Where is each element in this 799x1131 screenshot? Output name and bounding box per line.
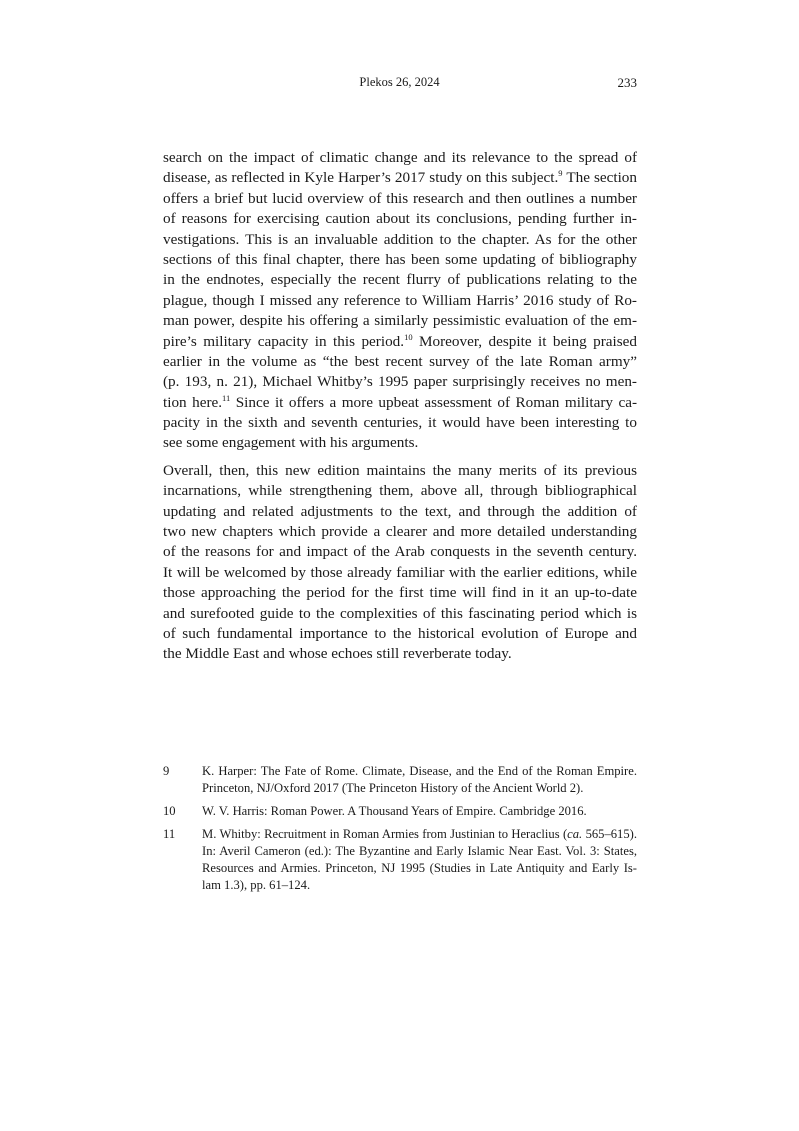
line-text: vestigations. This is an invaluable addition to the chapter. As for the other	[163, 230, 637, 248]
line-text: in the endnotes, especially the recent flurry of publications relating to the	[163, 271, 637, 289]
footnote	[163, 826, 637, 894]
line-text: incarnations, while strengthening them, above all, through bibliographical	[163, 482, 637, 500]
line-text: In: Averil Cameron (ed.): The Byzantine and Early Islamic Near East. Vol. 3: States,	[202, 844, 637, 858]
line-text: see some engagement with his arguments.	[163, 434, 419, 452]
text-line	[163, 624, 637, 644]
footnote-reference: 10	[404, 331, 413, 342]
line-text: sections of this final chapter, there has been some updating of bibliography	[163, 250, 637, 268]
text-line	[163, 372, 637, 392]
line-text: updating and related adjustments to the text, and through the addition of	[163, 502, 637, 520]
text-line	[163, 311, 637, 331]
text-line	[163, 433, 637, 453]
line-text: the Middle East and whose echoes still reverberate today.	[163, 645, 512, 663]
line-text: K. Harper: The Fate of Rome. Climate, Disease, and the End of the Roman Empire.	[202, 764, 637, 778]
line-text: pacity in the sixth and seventh centuries, it would have been interesting to	[163, 414, 637, 432]
text-line	[202, 843, 637, 860]
paragraph	[163, 148, 637, 454]
text-line	[163, 481, 637, 501]
footnote-reference: 11	[222, 392, 231, 403]
paragraph	[163, 461, 637, 665]
text-line	[163, 413, 637, 433]
footnotes	[163, 763, 637, 900]
line-text: Since it offers a more upbeat assessment of Roman military ca-	[230, 393, 637, 411]
line-text: Moreover, despite it being praised	[412, 332, 637, 350]
line-text: earlier in the volume as “the best recent survey of the late Roman army”	[163, 352, 637, 370]
text-line	[202, 860, 637, 877]
footnote-number: 11	[163, 827, 176, 841]
line-text: man power, despite his offering a similarly pessimistic evaluation of the em-	[163, 312, 637, 330]
text-line	[163, 542, 637, 562]
footnote-text	[202, 763, 637, 797]
running-header: Plekos 26, 2024	[359, 75, 440, 89]
text-line	[163, 522, 637, 542]
text-line	[163, 291, 637, 311]
line-text: and surefooted guide to the complexities of this fascinating period which is	[163, 604, 637, 622]
text-line	[163, 461, 637, 481]
line-text: lam 1.3), pp. 61–124.	[202, 878, 311, 892]
line-text: Princeton, NJ/Oxford 2017 (The Princeton History of the Ancient World 2).	[202, 781, 584, 795]
footnote	[163, 763, 637, 797]
line-text: of the reasons for and impact of the Arab conquests in the seventh century.	[163, 543, 637, 561]
italic-text: ca.	[567, 827, 583, 841]
text-line	[202, 780, 637, 797]
footnote-number: 9	[163, 764, 170, 778]
line-text: search on the impact of climatic change and its relevance to the spread of	[163, 149, 637, 166]
line-text: Overall, then, this new edition maintains the many merits of its previous	[163, 461, 637, 479]
line-text: The section	[562, 169, 637, 187]
text-line	[202, 803, 637, 820]
text-line	[163, 168, 637, 188]
text-line	[163, 583, 637, 603]
page-number: 233	[617, 75, 637, 90]
text-line	[163, 604, 637, 624]
text-line	[202, 763, 637, 780]
line-text: two new chapters which provide a clearer and more detailed understanding	[163, 523, 637, 541]
text-line	[163, 502, 637, 522]
line-text: disease, as reflected in Kyle Harper’s 2017 study on this subject.	[163, 169, 559, 187]
line-text: plague, though I missed any reference to William Harris’ 2016 study of Ro-	[163, 291, 637, 309]
text-line	[163, 352, 637, 372]
line-text: pire’s military capacity in this period.	[163, 332, 405, 350]
line-text: (p. 193, n. 21), Michael Whitby’s 1995 paper surprisingly receives no men-	[163, 373, 637, 391]
body-text	[163, 148, 637, 665]
footnote-text	[202, 826, 637, 894]
text-line	[163, 563, 637, 583]
text-line	[202, 826, 637, 843]
line-text: Resources and Armies. Princeton, NJ 1995 (Studies in Late Antiquity and Early Is-	[202, 861, 637, 875]
footnote-reference: 9	[558, 168, 563, 179]
footnote-number: 10	[163, 804, 176, 818]
line-text: It will be welcomed by those already familiar with the earlier editions, while	[163, 563, 637, 581]
text-line	[163, 209, 637, 229]
line-text: of reasons for exercising caution about its conclusions, pending further in-	[163, 210, 637, 228]
text-line	[163, 393, 637, 413]
line-text: those approaching the period for the first time will find in it an up-to-date	[163, 584, 637, 602]
line-text: W. V. Harris: Roman Power. A Thousand Years of Empire. Cambridge 2016.	[202, 804, 587, 818]
text-line	[202, 877, 637, 894]
line-text: tion here.	[163, 393, 223, 411]
line-text: of such fundamental importance to the historical evolution of Europe and	[163, 624, 637, 642]
text-line	[163, 148, 637, 168]
text-line	[163, 250, 637, 270]
text-line	[163, 230, 637, 250]
line-text: 565–615).	[582, 827, 637, 841]
text-line	[163, 332, 637, 352]
footnote-text	[202, 803, 637, 820]
line-text: offers a brief but lucid overview of this research and then outlines a number	[163, 189, 637, 207]
line-text: M. Whitby: Recruitment in Roman Armies from Justinian to Heraclius (	[202, 827, 568, 841]
text-line	[163, 644, 637, 664]
text-line	[163, 270, 637, 290]
text-line	[163, 189, 637, 209]
footnote	[163, 803, 637, 820]
